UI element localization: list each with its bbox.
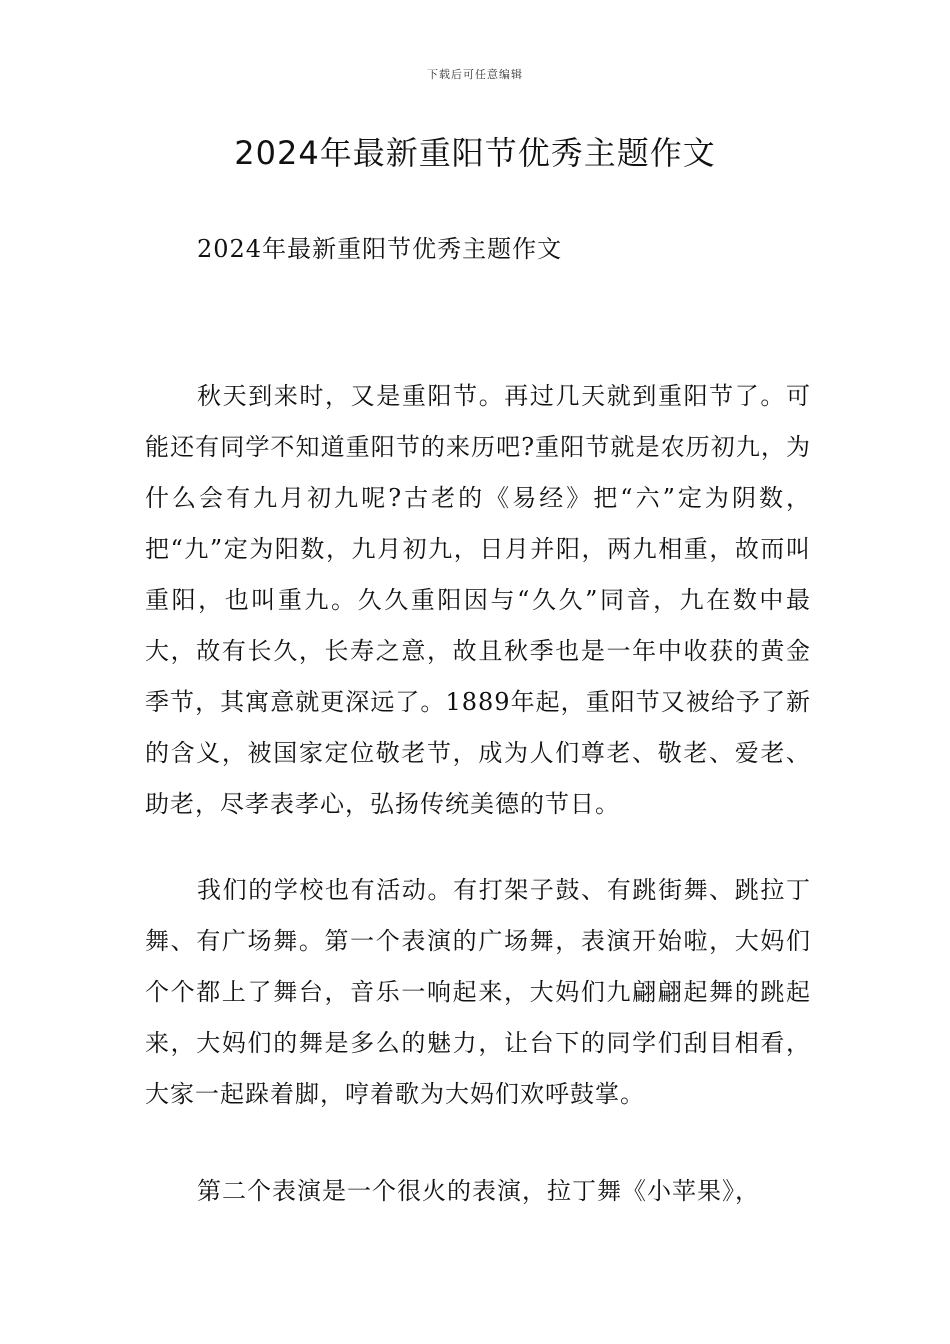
header-note: 下载后可任意编辑: [427, 68, 523, 81]
paragraph-1: 秋天到来时，又是重阳节。再过几天就到重阳节了。可能还有同学不知道重阳节的来历吧?重阳节就是农历初九，为什么会有九月初九呢?古老的《易经》把“六”定为阴数，把“九”定为阳数，九月初九，日月并阳，两九相重，故而叫重阳，也叫重九。久久重阳因与“久久”同音，九在数中最大，故有长久，长寿之意，故且秋季也是一年中收获的黄金季节，其寓意就更深远了。1889年起，重阳节又被给予了新的含义，被国家定位敬老节，成为人们尊老、敬老、爱老、助老，尽孝表孝心，弘扬传统美德的节日。: [145, 382, 811, 818]
paragraph-2: 我们的学校也有活动。有打架子鼓、有跳街舞、跳拉丁舞、有广场舞。第一个表演的广场舞，表演开始啦，大妈们个个都上了舞台，音乐一响起来，大妈们九翩翩起舞的跳起来，大妈们的舞是多么的魅力，让台下的同学们刮目相看，大家一起跺着脚，哼着歌为大妈们欢呼鼓掌。: [145, 876, 811, 1108]
document-title: 2024年最新重阳节优秀主题作文: [234, 134, 716, 172]
paragraph-3: 第二个表演是一个很火的表演，拉丁舞《小苹果》，: [197, 1177, 760, 1205]
document-subtitle: 2024年最新重阳节优秀主题作文: [197, 235, 563, 263]
